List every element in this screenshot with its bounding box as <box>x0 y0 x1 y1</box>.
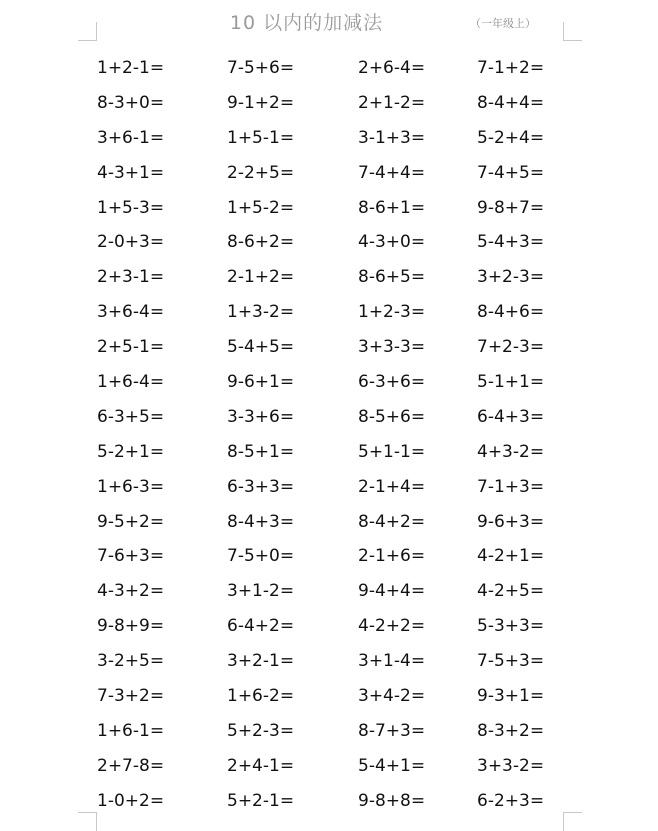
math-problem: 9-6+1= <box>227 372 295 393</box>
math-problem: 9-3+1= <box>477 686 545 707</box>
math-problem: 2-1+6= <box>358 546 426 567</box>
math-problem: 3+3-3= <box>358 337 426 358</box>
math-problem: 3-3+6= <box>227 406 295 427</box>
math-problem: 6-3+3= <box>227 476 295 497</box>
problem-grid <box>97 56 617 824</box>
math-problem: 2+3-1= <box>97 267 165 288</box>
math-problem: 6-2+3= <box>477 790 545 811</box>
math-problem: 1+3-2= <box>227 302 295 323</box>
crop-mark-bottom-left <box>78 812 97 831</box>
math-problem: 2+4-1= <box>227 755 295 776</box>
math-problem: 7-4+5= <box>477 162 545 183</box>
math-problem: 9-1+2= <box>227 92 295 113</box>
math-problem: 1+6-1= <box>97 720 165 741</box>
math-problem: 7-3+2= <box>97 686 165 707</box>
math-problem: 3+1-4= <box>358 651 426 672</box>
math-problem: 3-2+5= <box>97 651 165 672</box>
math-problem: 5+2-3= <box>227 720 295 741</box>
math-problem: 7-5+6= <box>227 58 295 78</box>
math-problem: 5-1+1= <box>477 372 545 393</box>
math-problem: 3+3-2= <box>477 755 545 776</box>
math-problem: 6-4+3= <box>477 406 545 427</box>
math-problem: 8-7+3= <box>358 720 426 741</box>
math-problem: 1+5-2= <box>227 197 295 218</box>
math-problem: 2+1-2= <box>358 92 426 113</box>
math-problem: 7-1+2= <box>477 58 545 78</box>
math-problem: 3-1+3= <box>358 127 426 148</box>
math-problem: 9-8+8= <box>358 790 426 811</box>
math-problem: 9-5+2= <box>97 511 165 532</box>
math-problem: 4-3+1= <box>97 162 165 183</box>
math-problem: 3+6-4= <box>97 302 165 323</box>
math-problem: 2-2+5= <box>227 162 295 183</box>
math-problem: 3+6-1= <box>97 127 165 148</box>
math-problem: 7-5+0= <box>227 546 295 567</box>
math-problem: 5-2+1= <box>97 441 165 462</box>
math-problem: 8-6+1= <box>358 197 426 218</box>
math-problem: 6-3+5= <box>97 406 165 427</box>
math-problem: 2-1+2= <box>227 267 295 288</box>
math-problem: 9-4+4= <box>358 581 426 602</box>
math-problem: 8-4+3= <box>227 511 295 532</box>
math-problem: 9-8+9= <box>97 616 165 637</box>
math-problem: 3+2-1= <box>227 651 295 672</box>
math-problem: 2+6-4= <box>358 58 426 78</box>
math-problem: 4-3+0= <box>358 232 426 253</box>
math-problem: 1+6-2= <box>227 686 295 707</box>
math-problem: 8-3+0= <box>97 92 165 113</box>
math-problem: 1+5-3= <box>97 197 165 218</box>
math-problem: 2-1+4= <box>358 476 426 497</box>
grade-label: （一年级上） <box>470 17 536 30</box>
math-problem: 5-3+3= <box>477 616 545 637</box>
math-problem: 5-2+4= <box>477 127 545 148</box>
math-problem: 7+2-3= <box>477 337 545 358</box>
math-problem: 2-0+3= <box>97 232 165 253</box>
math-problem: 9-8+7= <box>477 197 545 218</box>
math-problem: 8-6+2= <box>227 232 295 253</box>
math-problem: 8-6+5= <box>358 267 426 288</box>
math-problem: 7-5+3= <box>477 651 545 672</box>
math-problem: 4+3-2= <box>477 441 545 462</box>
page-title: 10 以内的加减法 <box>229 12 384 34</box>
math-problem: 3+2-3= <box>477 267 545 288</box>
math-problem: 1-0+2= <box>97 790 165 811</box>
math-problem: 5-4+1= <box>358 755 426 776</box>
math-problem: 7-1+3= <box>477 476 545 497</box>
math-problem: 1+2-1= <box>97 58 165 78</box>
math-problem: 5+1-1= <box>358 441 426 462</box>
math-problem: 7-4+4= <box>358 162 426 183</box>
math-problem: 5-4+5= <box>227 337 295 358</box>
math-problem: 2+5-1= <box>97 337 165 358</box>
math-problem: 1+2-3= <box>358 302 426 323</box>
math-problem: 8-4+6= <box>477 302 545 323</box>
math-problem: 7-6+3= <box>97 546 165 567</box>
math-problem: 8-5+1= <box>227 441 295 462</box>
math-problem: 8-3+2= <box>477 720 545 741</box>
math-problem: 8-5+6= <box>358 406 426 427</box>
math-problem: 3+4-2= <box>358 686 426 707</box>
math-problem: 2+7-8= <box>97 755 165 776</box>
math-problem: 8-4+4= <box>477 92 545 113</box>
math-problem: 4-2+2= <box>358 616 426 637</box>
math-problem: 4-2+5= <box>477 581 545 602</box>
math-problem: 6-3+6= <box>358 372 426 393</box>
math-problem: 8-4+2= <box>358 511 426 532</box>
math-problem: 1+6-3= <box>97 476 165 497</box>
math-problem: 3+1-2= <box>227 581 295 602</box>
math-problem: 5-4+3= <box>477 232 545 253</box>
math-problem: 4-2+1= <box>477 546 545 567</box>
math-problem: 1+5-1= <box>227 127 295 148</box>
math-problem: 1+6-4= <box>97 372 165 393</box>
math-problem: 9-6+3= <box>477 511 545 532</box>
math-problem: 6-4+2= <box>227 616 295 637</box>
math-problem: 4-3+2= <box>97 581 165 602</box>
math-problem: 5+2-1= <box>227 790 295 811</box>
